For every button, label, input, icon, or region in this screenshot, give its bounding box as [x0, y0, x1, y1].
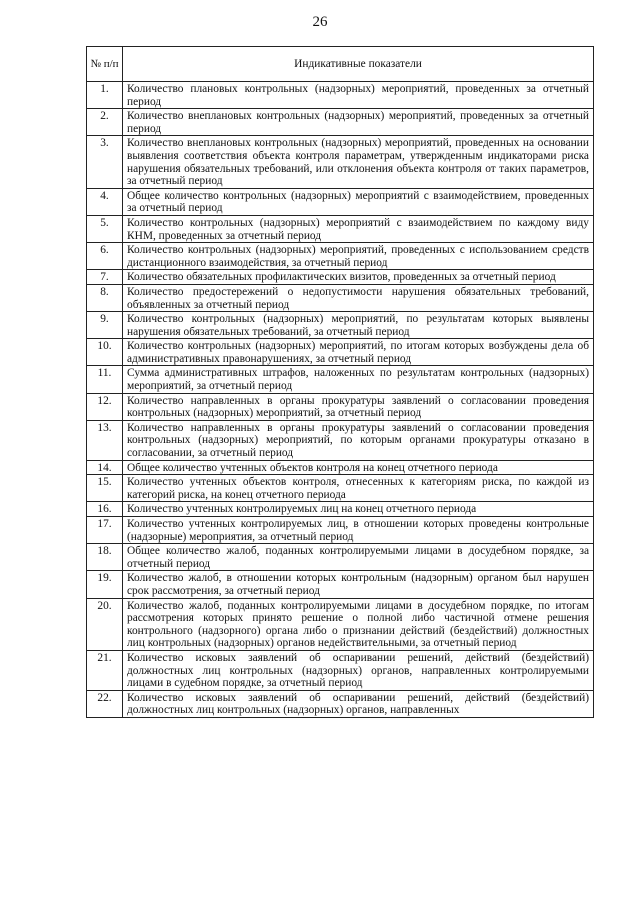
row-indicator-text: Количество плановых контрольных (надзорных) мероприятий, проведенных за отчетный период	[123, 82, 594, 109]
row-number: 17.	[87, 517, 123, 544]
row-number: 13.	[87, 420, 123, 460]
row-number: 5.	[87, 215, 123, 242]
row-indicator-text: Количество направленных в органы прокуратуры заявлений о согласовании проведения контрольных (надзорных) мероприятий, за отчетный период	[123, 393, 594, 420]
row-indicator-text: Количество внеплановых контрольных (надзорных) мероприятий, проведенных за отчетный период	[123, 109, 594, 136]
row-indicator-text: Количество контрольных (надзорных) мероприятий, по итогам которых возбуждены дела об административных правонарушениях, за отчетный период	[123, 339, 594, 366]
row-indicator-text: Количество направленных в органы прокуратуры заявлений о согласовании проведения контрольных (надзорных) мероприятий, по которым органами прокуратуры отказано в согласовании, за отчетный период	[123, 420, 594, 460]
row-number: 11.	[87, 366, 123, 393]
row-number: 14.	[87, 460, 123, 475]
table-row	[87, 215, 594, 242]
table-row	[87, 312, 594, 339]
row-number: 12.	[87, 393, 123, 420]
row-indicator-text: Количество учтенных контролируемых лиц на конец отчетного периода	[123, 502, 594, 517]
table-row	[87, 544, 594, 571]
row-indicator-text: Количество жалоб, поданных контролируемыми лицами в досудебном порядке, по итогам рассмотрения которых принято решение о полной либо частичной отмене решения контрольного (надзорного) органа либо о признании действий (бездействий) должностных лиц контрольных (надзорных) органов недействительными, за отчетный период	[123, 598, 594, 650]
row-number: 9.	[87, 312, 123, 339]
table-row	[87, 571, 594, 598]
table-row	[87, 393, 594, 420]
row-indicator-text: Сумма административных штрафов, наложенных по результатам контрольных (надзорных) мероприятий, за отчетный период	[123, 366, 594, 393]
table-row	[87, 339, 594, 366]
row-number: 22.	[87, 690, 123, 717]
row-number: 8.	[87, 284, 123, 311]
table-row	[87, 502, 594, 517]
row-indicator-text: Количество контрольных (надзорных) мероприятий с взаимодействием по каждому виду КНМ, проведенных за отчетный период	[123, 215, 594, 242]
header-number: № п/п	[87, 47, 123, 82]
table-row	[87, 475, 594, 502]
table-row	[87, 650, 594, 690]
row-indicator-text: Количество внеплановых контрольных (надзорных) мероприятий, проведенных на основании выявления соответствия объекта контроля параметрам, утвержденным индикаторами риска нарушения обязательных требований, или отклонения объекта контроля от таких параметров, за отчетный период	[123, 136, 594, 188]
table-row	[87, 690, 594, 717]
row-indicator-text: Количество контрольных (надзорных) мероприятий, проведенных с использованием средств дистанционного взаимодействия, за отчетный период	[123, 243, 594, 270]
row-number: 4.	[87, 188, 123, 215]
row-number: 21.	[87, 650, 123, 690]
row-number: 15.	[87, 475, 123, 502]
row-indicator-text: Количество обязательных профилактических визитов, проведенных за отчетный период	[123, 270, 594, 285]
table-body	[87, 82, 594, 718]
row-number: 20.	[87, 598, 123, 650]
row-indicator-text: Общее количество учтенных объектов контроля на конец отчетного периода	[123, 460, 594, 475]
table-header-row	[87, 47, 594, 82]
row-number: 16.	[87, 502, 123, 517]
row-number: 6.	[87, 243, 123, 270]
indicators-table	[86, 46, 594, 718]
table-row	[87, 243, 594, 270]
row-indicator-text: Количество учтенных объектов контроля, отнесенных к категориям риска, по каждой из категорий риска, на конец отчетного периода	[123, 475, 594, 502]
table-row	[87, 366, 594, 393]
row-indicator-text: Количество учтенных контролируемых лиц, в отношении которых проведены контрольные (надзорные) мероприятия, за отчетный период	[123, 517, 594, 544]
row-number: 7.	[87, 270, 123, 285]
table-row	[87, 109, 594, 136]
row-indicator-text: Общее количество жалоб, поданных контролируемыми лицами в досудебном порядке, за отчетный период	[123, 544, 594, 571]
row-number: 10.	[87, 339, 123, 366]
table-row	[87, 270, 594, 285]
row-number: 18.	[87, 544, 123, 571]
row-indicator-text: Количество исковых заявлений об оспаривании решений, действий (бездействий) должностных лиц контрольных (надзорных) органов, направленных	[123, 690, 594, 717]
row-number: 19.	[87, 571, 123, 598]
row-indicator-text: Количество предостережений о недопустимости нарушения обязательных требований, объявленных за отчетный период	[123, 284, 594, 311]
table-row	[87, 420, 594, 460]
table-row	[87, 284, 594, 311]
row-indicator-text: Количество исковых заявлений об оспаривании решений, действий (бездействий) должностных лиц контрольных (надзорных) органов, направленных контролируемыми лицами в судебном порядке, за отчетный период	[123, 650, 594, 690]
table-row	[87, 188, 594, 215]
row-number: 3.	[87, 136, 123, 188]
table-row	[87, 82, 594, 109]
row-indicator-text: Количество контрольных (надзорных) мероприятий, по результатам которых выявлены нарушения обязательных требований, за отчетный период	[123, 312, 594, 339]
row-number: 2.	[87, 109, 123, 136]
table-row	[87, 598, 594, 650]
row-indicator-text: Количество жалоб, в отношении которых контрольным (надзорным) органом был нарушен срок рассмотрения, за отчетный период	[123, 571, 594, 598]
page-number: 26	[312, 14, 328, 30]
row-number: 1.	[87, 82, 123, 109]
table-row	[87, 460, 594, 475]
row-indicator-text: Общее количество контрольных (надзорных) мероприятий с взаимодействием, проведенных за отчетный период	[123, 188, 594, 215]
table-row	[87, 136, 594, 188]
header-title: Индикативные показатели	[123, 47, 594, 82]
table-row	[87, 517, 594, 544]
